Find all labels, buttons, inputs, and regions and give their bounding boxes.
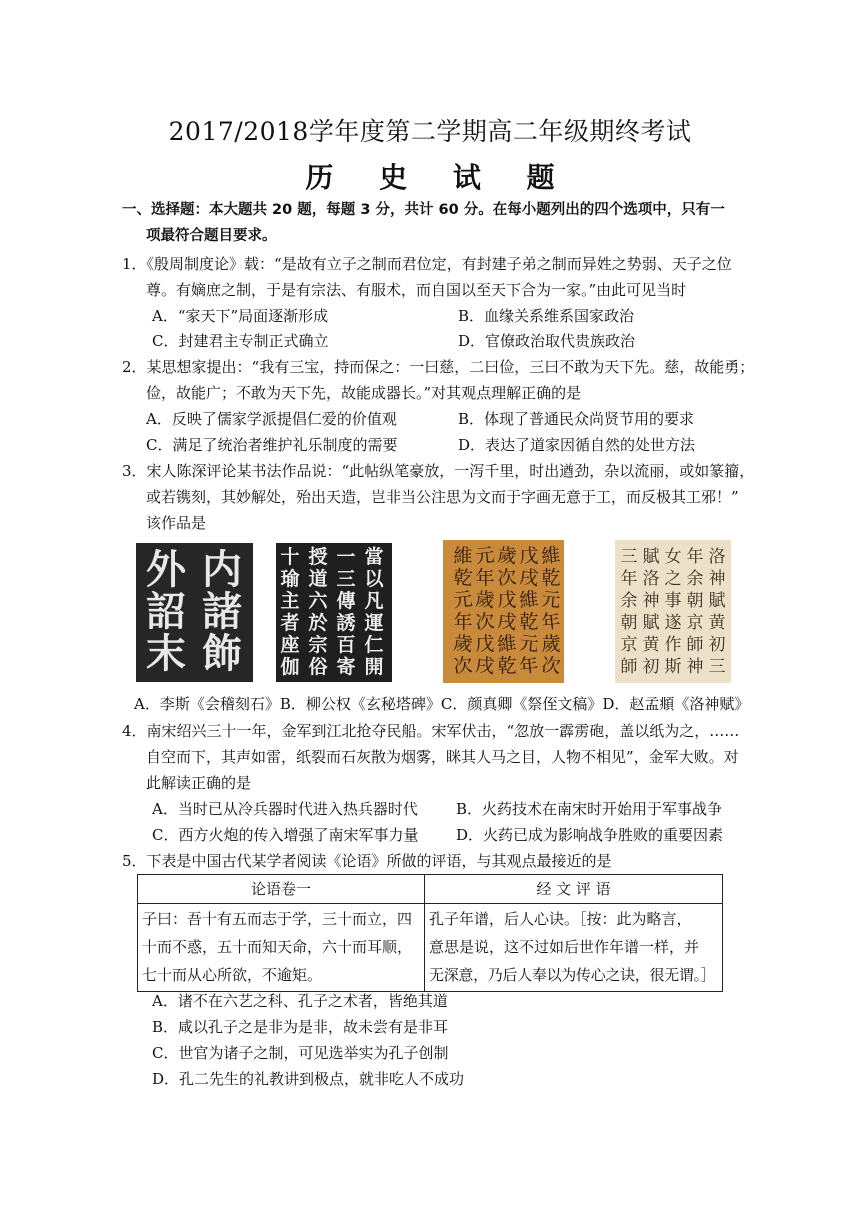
running-script-char: 次 — [474, 610, 496, 634]
regular-script-char: 事 — [664, 591, 682, 611]
running-script-char: 次 — [496, 566, 518, 590]
stele-rubbing-image — [276, 543, 392, 682]
regular-script-char: 京 — [620, 635, 638, 655]
q2-option-c: C．满足了统治者维护礼乐制度的需要 — [146, 436, 398, 454]
running-script-char: 乾 — [452, 566, 474, 590]
stele-char: 百 — [336, 634, 356, 656]
table-row — [138, 904, 723, 992]
running-script-char: 次 — [452, 654, 474, 678]
q2-stem: 2．某思想家提出：“我有三宝，持而保之：一曰慈，二曰俭，三曰不敢为天下先。慈，故能勇； — [122, 358, 755, 376]
regular-script-char: 三 — [708, 657, 726, 677]
calligraphy-image-a — [136, 543, 253, 682]
exam-subtitle: 历 史 试 题 — [305, 161, 573, 194]
running-script-char: 戊 — [475, 633, 495, 655]
table-cell-comment — [425, 904, 723, 992]
quote-line: 子曰：吾十有五而志于学，三十而立，四 — [142, 910, 413, 928]
regular-script-image — [615, 540, 731, 683]
q1-option-a: A．“家天下”局面逐渐形成 — [152, 307, 329, 325]
running-script-char: 維 — [518, 588, 540, 612]
seal-char: 詔 — [146, 588, 186, 635]
regular-script-char: 師 — [620, 657, 638, 677]
regular-script-char: 女 — [664, 547, 682, 567]
quote-line: 十而不惑，五十而知天命，六十而耳顺， — [142, 938, 413, 956]
q3-stem: 3．宋人陈深评论某书法作品说：“此帖纵笔豪放，一泻千里，时出遒劲，杂以流丽，或如篆籀， — [122, 462, 755, 480]
regular-script-char: 年 — [686, 547, 704, 567]
regular-script-char: 神 — [708, 569, 726, 589]
regular-script-char: 朝 — [620, 613, 638, 633]
running-script-char: 歲 — [474, 588, 496, 612]
q5-stem: 5．下表是中国古代某学者阅读《论语》所做的评语，与其观点最接近的是 — [122, 852, 612, 870]
running-script-char: 乾 — [497, 655, 517, 677]
stele-char: 授 — [308, 546, 328, 568]
regular-script-char: 賦 — [642, 547, 660, 567]
q4-option-c: C．西方火炮的传入增强了南宋军事力量 — [152, 826, 419, 844]
seal-char: 内 — [202, 546, 242, 593]
running-script-char: 年 — [518, 654, 540, 678]
seal-char: 外 — [146, 546, 186, 593]
seal-script-image — [136, 543, 253, 682]
q4-option-a: A．当时已从冷兵器时代进入热兵器时代 — [152, 800, 418, 818]
running-script-char: 戌 — [474, 654, 496, 678]
regular-script-char: 作 — [664, 635, 682, 655]
regular-script-char: 神 — [686, 657, 704, 677]
running-script-char: 年 — [453, 611, 473, 633]
stele-char: 者 — [280, 612, 300, 634]
stele-char: 仁 — [364, 634, 384, 656]
running-script-char: 戌 — [496, 610, 518, 634]
running-script-char: 次 — [540, 654, 562, 678]
q5-option-b: B．咸以孔子之是非为是非，故未尝有是非耳 — [152, 1018, 449, 1036]
calligraphy-image-c — [443, 540, 564, 683]
running-script-char: 年 — [475, 567, 495, 589]
q1-stem-cont: 尊。有嫡庶之制，于是有宗法、有服术，而自国以至天下合为一家。”由此可见当时 — [146, 281, 687, 299]
comment-line: 意思是说，这不过如后世作年谱一样，并 — [429, 938, 700, 956]
regular-script-char: 黄 — [708, 613, 726, 633]
stele-char: 開 — [364, 656, 384, 678]
analects-comment-table — [137, 874, 723, 992]
running-script-char: 年 — [540, 610, 562, 634]
regular-script-char: 三 — [620, 547, 638, 567]
regular-script-char: 洛 — [708, 547, 726, 567]
q5-option-a: A．诸不在六艺之科、孔子之术者，皆绝其道 — [152, 992, 448, 1010]
running-script-char: 歲 — [496, 544, 518, 568]
stele-char: 十 — [280, 546, 300, 568]
q5-option-d: D．孔二先生的礼教讲到极点，就非吃人不成功 — [152, 1070, 465, 1088]
q1-stem: 1．《殷周制度论》载：“是故有立子之制而君位定，有封建子弟之制而异姓之势弱、天子之位 — [122, 255, 732, 273]
regular-script-char: 京 — [686, 613, 704, 633]
seal-char: 飾 — [202, 630, 242, 677]
running-script-char: 戌 — [518, 566, 540, 590]
stele-char: 俗 — [308, 656, 328, 678]
regular-script-char: 賦 — [708, 591, 726, 611]
q3-stem-end: 该作品是 — [146, 514, 207, 532]
quote-line: 七十而从心所欲，不逾矩。 — [142, 966, 323, 984]
running-script-char: 元 — [540, 588, 562, 612]
stele-char: 一 — [336, 546, 356, 568]
seal-char: 末 — [146, 630, 186, 677]
regular-script-char: 黄 — [642, 635, 660, 655]
stele-char: 瑜 — [280, 568, 300, 590]
q4-stem: 4．南宋绍兴三十一年，金军到江北抢夺民船。宋军伏击，“忽放一霹雳砲，盖以纸为之，…… — [122, 722, 740, 740]
regular-script-char: 斯 — [664, 657, 682, 677]
regular-script-char: 余 — [686, 569, 704, 589]
stele-char: 主 — [280, 590, 300, 612]
regular-script-char: 初 — [642, 657, 660, 677]
regular-script-char: 遂 — [664, 613, 682, 633]
regular-script-char: 洛 — [642, 569, 660, 589]
regular-script-char: 余 — [620, 591, 638, 611]
q5-option-c: C．世官为诸子之制，可见选举实为孔子创制 — [152, 1044, 449, 1062]
regular-script-char: 朝 — [686, 591, 704, 611]
q1-option-c: C．封建君主专制正式确立 — [152, 332, 329, 350]
regular-script-char: 神 — [642, 591, 660, 611]
running-script-char: 元 — [452, 588, 474, 612]
running-script-char: 戊 — [497, 589, 517, 611]
table-header-left: 论语卷一 — [138, 875, 425, 904]
regular-script-char: 之 — [664, 569, 682, 589]
q3-stem-cont: 或若镌刻，其妙解处，殆出天造，岂非当公注思为文而于字画无意于工，而反极其工邪！” — [146, 488, 739, 506]
stele-char: 誘 — [336, 612, 356, 634]
stele-char: 傳 — [336, 590, 356, 612]
q1-option-d: D．官僚政治取代贵族政治 — [458, 332, 636, 350]
exam-title: 2017/2018学年度第二学期高二年级期终考试 — [168, 117, 692, 146]
stele-char: 運 — [364, 612, 384, 634]
q4-stem-end: 此解读正确的是 — [146, 774, 252, 792]
stele-char: 以 — [364, 568, 384, 590]
stele-char: 三 — [336, 568, 356, 590]
stele-char: 伽 — [280, 656, 300, 678]
stele-char: 六 — [308, 590, 328, 612]
running-script-char: 維 — [540, 544, 562, 568]
q2-stem-cont: 俭，故能广；不敢为天下先，故能成器长。”对其观点理解正确的是 — [146, 384, 582, 402]
stele-char: 宗 — [308, 634, 328, 656]
calligraphy-image-d — [615, 540, 731, 683]
section-heading-cont: 项最符合题目要求。 — [146, 228, 277, 244]
comment-line: 孔子年谱，后人心诀。［按：此为略言， — [429, 910, 692, 928]
seal-char: 諸 — [202, 588, 242, 635]
q3-options: A．李斯《会稽刻石》B．柳公权《玄秘塔碑》C．颜真卿《祭侄文稿》D．赵孟頫《洛神赋》 — [134, 695, 750, 713]
running-script-image — [443, 540, 564, 683]
running-script-char: 維 — [496, 632, 518, 656]
running-script-char: 維 — [453, 545, 473, 567]
regular-script-char: 師 — [686, 635, 704, 655]
q2-option-b: B．体现了普通民众尚贤节用的要求 — [458, 410, 695, 428]
stele-char: 於 — [308, 612, 328, 634]
q4-option-b: B．火药技术在南宋时开始用于军事战争 — [456, 800, 723, 818]
section-heading: 一、选择题：本大题共 20 题，每题 3 分，共计 60 分。在每小题列出的四个选项中，只有一 — [122, 202, 725, 218]
table-header-row — [138, 875, 723, 904]
comment-line: 无深意，乃后人奉以为传心之诀，很无谓。］ — [429, 966, 716, 984]
stele-char: 座 — [280, 634, 300, 656]
q4-option-d: D．火药已成为影响战争胜败的重要因素 — [456, 826, 724, 844]
running-script-char: 乾 — [541, 567, 561, 589]
calligraphy-image-b — [276, 543, 392, 682]
stele-char: 寄 — [336, 656, 356, 678]
regular-script-char: 賦 — [642, 613, 660, 633]
q2-option-a: A．反映了儒家学派提倡仁爱的价值观 — [146, 410, 397, 428]
q4-stem-cont: 自空而下，其声如雷，纸裂而石灰散为烟雾，眯其人马之目，人物不相见”，金军大败。对 — [146, 748, 739, 766]
regular-script-char: 年 — [620, 569, 638, 589]
running-script-char: 戊 — [519, 545, 539, 567]
running-script-char: 歲 — [452, 632, 474, 656]
stele-char: 道 — [308, 568, 328, 590]
q1-option-b: B．血缘关系维系国家政治 — [458, 307, 635, 325]
q2-option-d: D．表达了道家因循自然的处世方法 — [458, 436, 696, 454]
running-script-char: 元 — [474, 544, 496, 568]
table-cell-quote — [138, 904, 425, 992]
stele-char: 凡 — [364, 590, 384, 612]
running-script-char: 歲 — [541, 633, 561, 655]
table-header-right: 经 文 评 语 — [425, 875, 723, 904]
running-script-char: 元 — [518, 632, 540, 656]
running-script-char: 乾 — [519, 611, 539, 633]
regular-script-char: 初 — [708, 635, 726, 655]
stele-char: 當 — [364, 546, 384, 568]
